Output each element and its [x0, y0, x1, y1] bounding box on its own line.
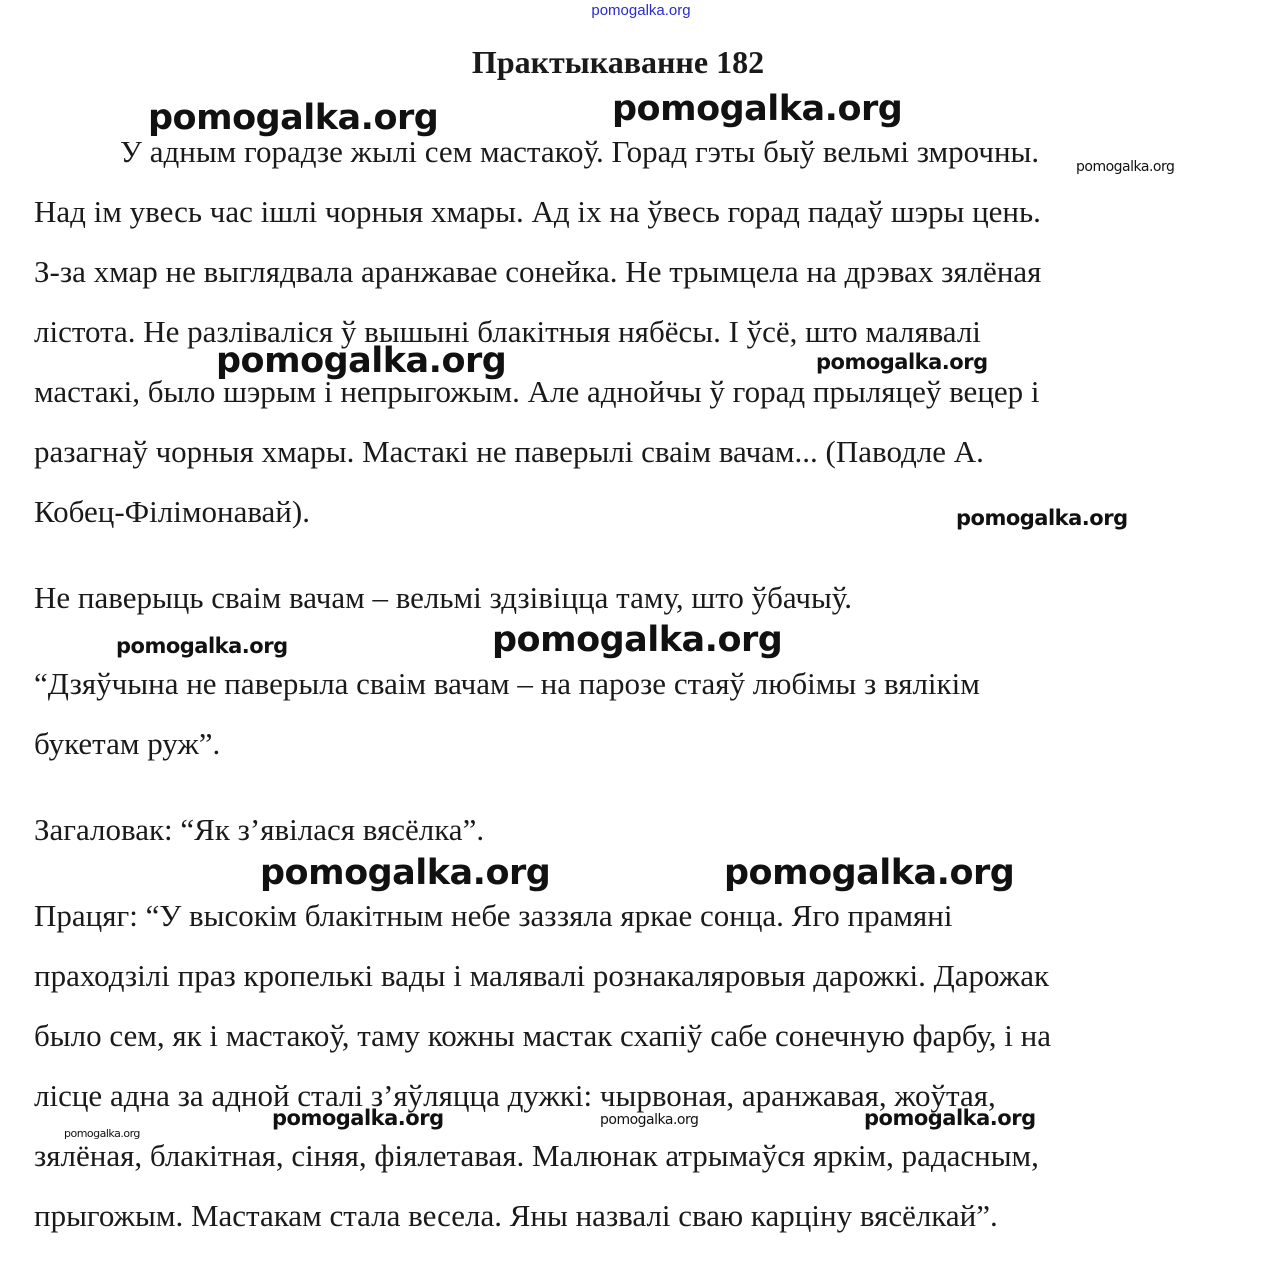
text-line: лісце адна за адной сталі з’яўляцца дужкі: чырвоная, аранжавая, жоўтая,: [34, 1078, 996, 1113]
text-line: мастакі, было шэрым і непрыгожым. Але аднойчы ў горад прыляцеў вецер і: [34, 374, 1040, 409]
watermark: pomogalka.org: [816, 350, 988, 374]
text-line: У адным горадзе жылі сем мастакоў. Горад гэты быў вельмі змрочны.: [120, 134, 1040, 169]
watermark: pomogalka.org: [864, 1106, 1036, 1130]
watermark: pomogalka.org: [612, 89, 903, 129]
text-line: праходзілі праз кропелькі вады і малявалі рознакаляровыя дарожкі. Дарожак: [34, 958, 1050, 993]
text-line: Працяг: “У высокім блакітным небе заззяла яркае сонца. Яго прамяні: [34, 898, 953, 933]
text-line: лістота. Не разліваліся ў вышыні блакітныя нябёсы. І ўсё, што малявалі: [34, 314, 981, 349]
watermark: pomogalka.org: [492, 620, 783, 660]
text-line: “Дзяўчына не паверыла сваім вачам – на парозе стаяў любімы з вялікім: [34, 666, 980, 701]
text-line: прыгожым. Мастакам стала весела. Яны назвалі сваю карціну вясёлкай”.: [34, 1198, 998, 1233]
watermark: pomogalka.org: [216, 341, 507, 381]
text-line: Кобец-Філімонавай).: [34, 494, 310, 529]
watermark: pomogalka.org: [148, 98, 439, 138]
text-line: было сем, як і мастакоў, таму кожны мастак схапіў сабе сонечную фарбу, і на: [34, 1018, 1052, 1053]
text-line: разагнаў чорныя хмары. Мастакі не паверылі сваім вачам... (Паводле А.: [34, 434, 984, 469]
text-line: Не паверыць сваім вачам – вельмі здзівіцца таму, што ўбачыў.: [34, 580, 852, 615]
text-line: Над ім увесь час ішлі чорныя хмары. Ад іх на ўвесь горад падаў шэры цень.: [34, 194, 1041, 229]
page-title: Практыкаванне 182: [471, 44, 765, 80]
site-link[interactable]: pomogalka.org: [591, 2, 691, 19]
watermark: pomogalka.org: [956, 506, 1128, 530]
text-line: З-за хмар не выглядвала аранжавае сонейка. Не трымцела на дрэвах зялёная: [34, 254, 1042, 289]
watermark: pomogalka.org: [1076, 159, 1175, 175]
watermark: pomogalka.org: [600, 1112, 699, 1128]
watermark: pomogalka.org: [64, 1127, 140, 1140]
watermark: pomogalka.org: [724, 853, 1015, 893]
watermark: pomogalka.org: [116, 634, 288, 658]
watermark: pomogalka.org: [260, 853, 551, 893]
text-line: Загаловак: “Як з’явілася вясёлка”.: [34, 812, 485, 847]
watermark: pomogalka.org: [272, 1106, 444, 1130]
text-line: зялёная, блакітная, сіняя, фіялетавая. Малюнак атрымаўся яркім, радасным,: [34, 1138, 1039, 1173]
text-line: букетам руж”.: [34, 726, 221, 761]
